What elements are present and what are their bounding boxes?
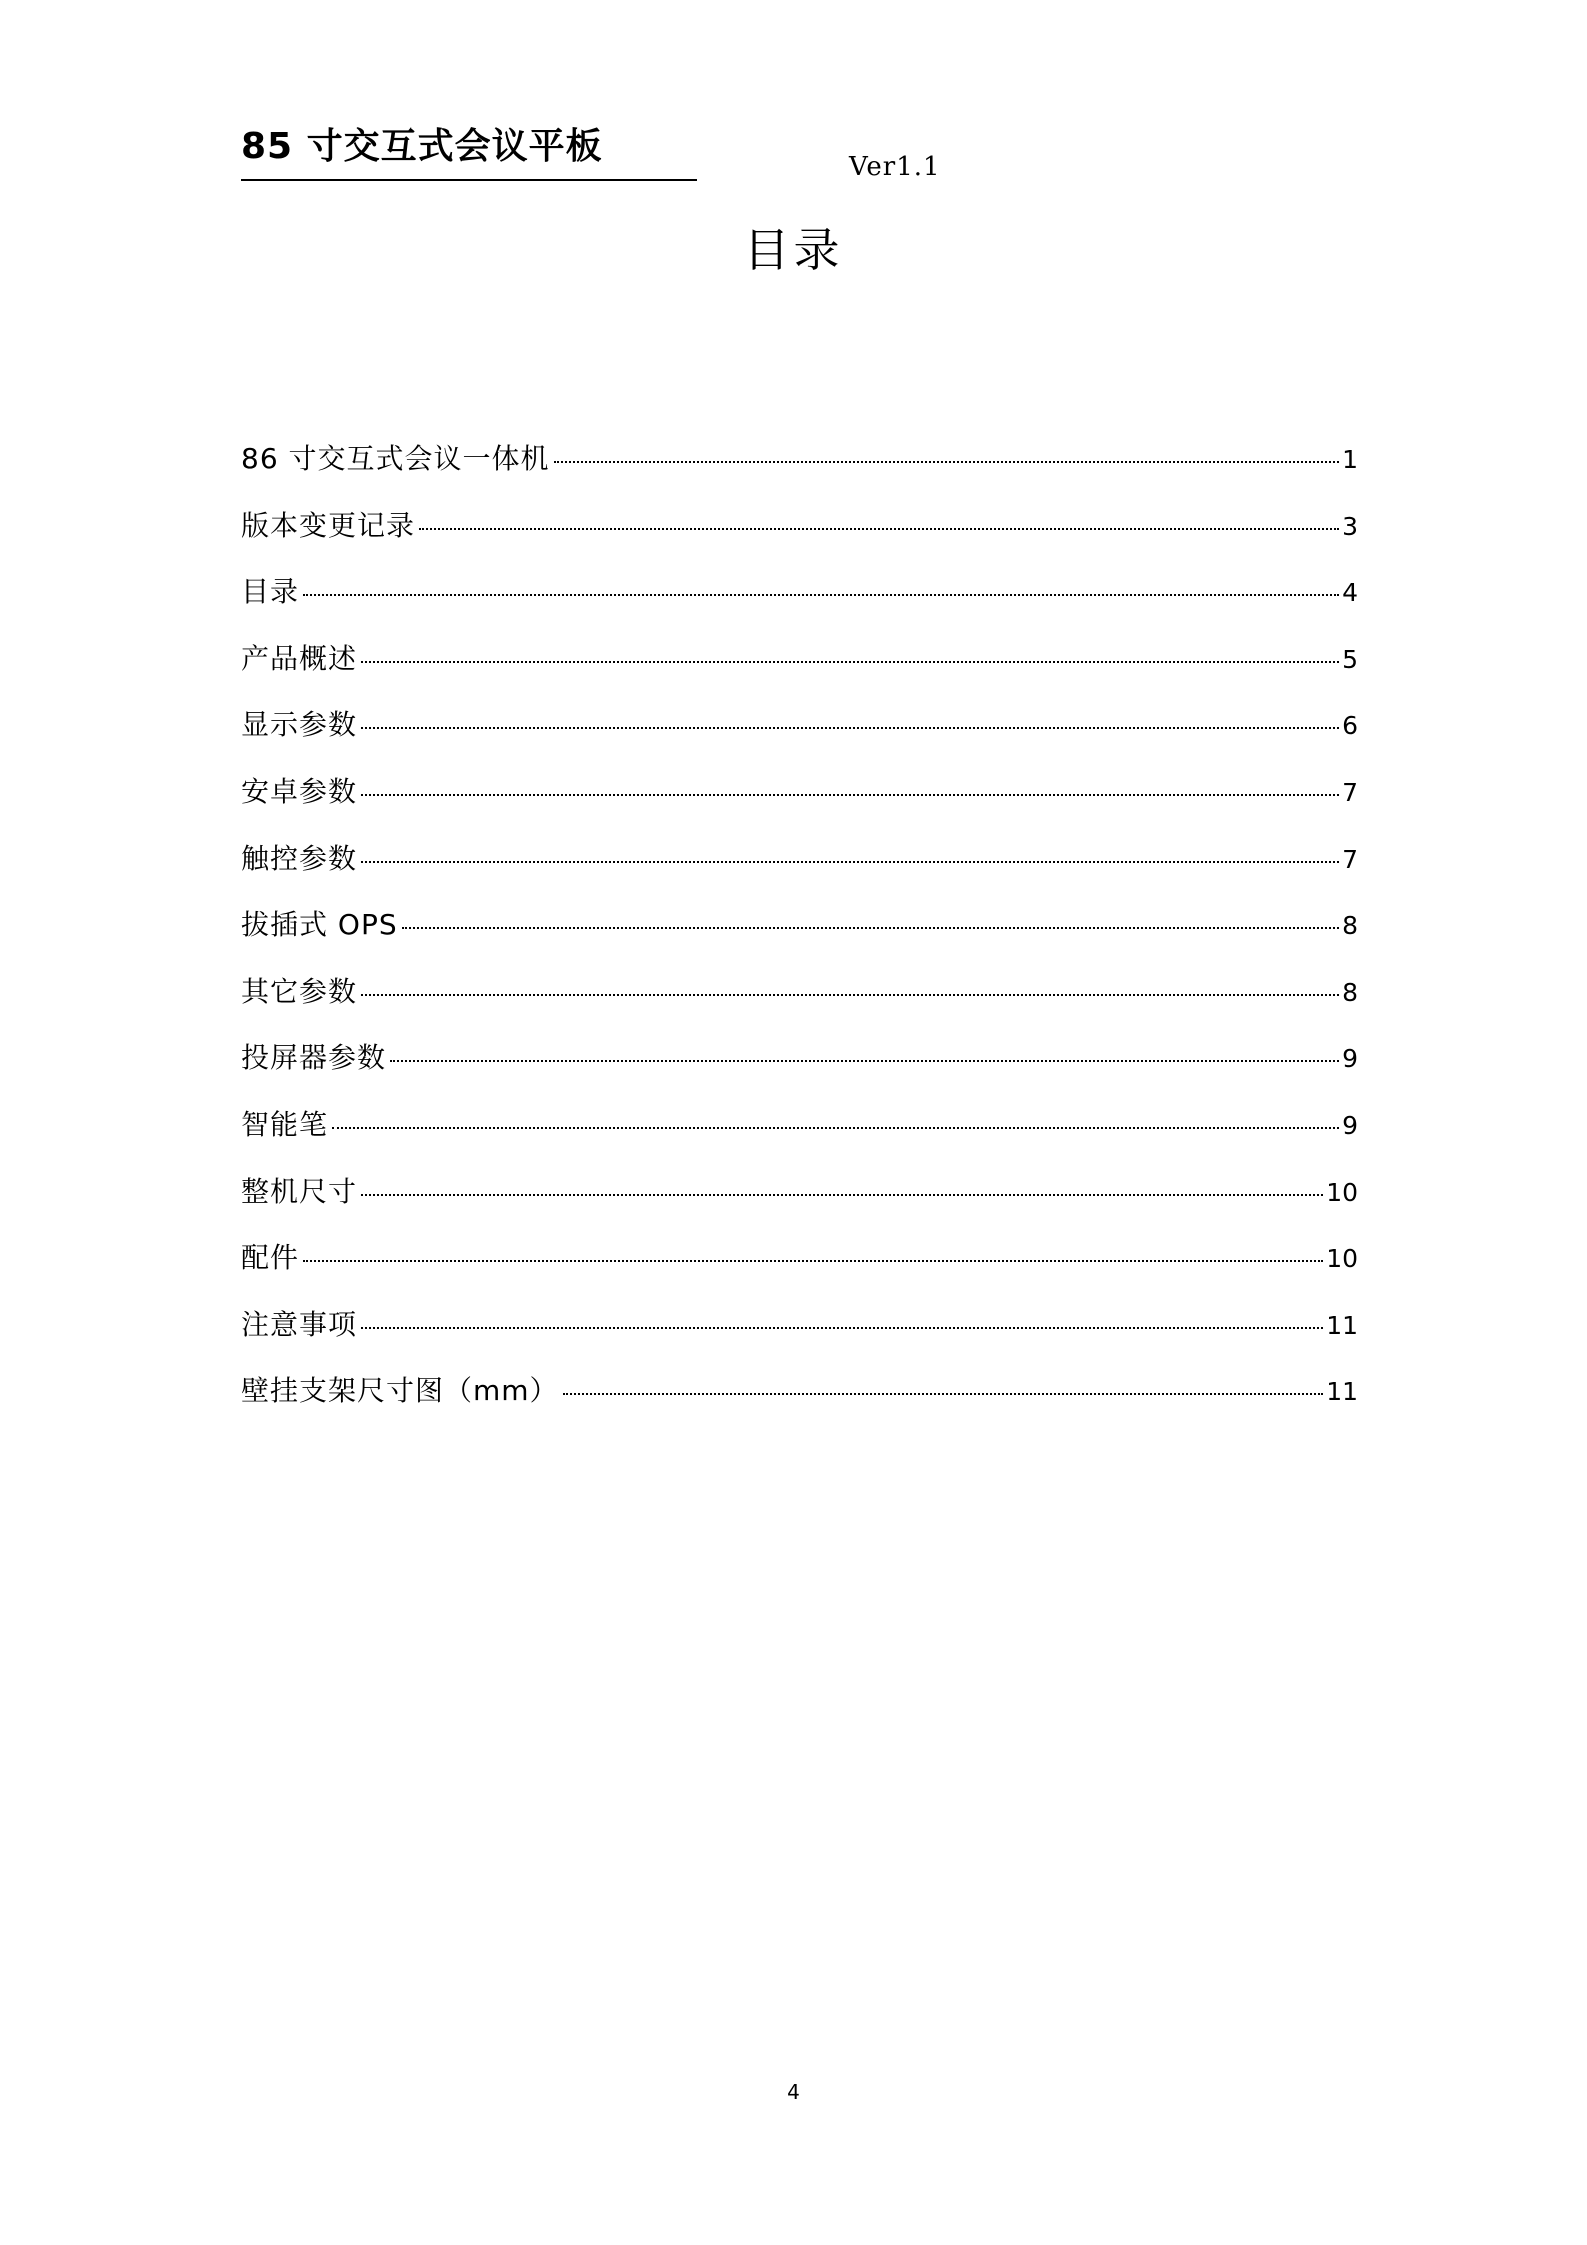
toc-entry[interactable] — [241, 503, 1358, 570]
toc-entry-label: 投屏器参数 — [241, 1041, 387, 1075]
toc-entry[interactable] — [241, 836, 1358, 903]
page-number: 4 — [787, 2080, 800, 2104]
toc-dot-leader — [563, 1393, 1324, 1395]
toc-entry[interactable] — [241, 969, 1358, 1036]
toc-entry[interactable] — [241, 636, 1358, 703]
toc-dot-leader — [361, 994, 1339, 996]
toc-entry[interactable] — [241, 702, 1358, 769]
toc-dot-leader — [361, 794, 1339, 796]
toc-dot-leader — [390, 1060, 1339, 1062]
toc-entry-label: 安卓参数 — [241, 774, 358, 808]
toc-dot-leader — [361, 1327, 1323, 1329]
toc-dot-leader — [361, 1194, 1323, 1196]
toc-entry[interactable] — [241, 902, 1358, 969]
toc-entry-page: 4 — [1342, 578, 1358, 608]
toc-entry-page: 8 — [1342, 911, 1358, 941]
toc-dot-leader — [361, 661, 1339, 663]
toc-entry-label: 版本变更记录 — [241, 508, 416, 542]
toc-entry[interactable] — [241, 1169, 1358, 1236]
toc-entry-page: 9 — [1342, 1044, 1358, 1074]
toc-entry-page: 8 — [1342, 977, 1358, 1007]
document-version: Ver1.1 — [849, 152, 941, 182]
header-rule — [241, 179, 697, 181]
toc-entry-label: 整机尺寸 — [241, 1174, 358, 1208]
toc-entry-label: 注意事项 — [241, 1307, 358, 1341]
toc-entry[interactable] — [241, 1102, 1358, 1169]
toc-entry-label: 触控参数 — [241, 841, 358, 875]
toc-entry-page: 5 — [1342, 644, 1358, 674]
toc-entry-label: 其它参数 — [241, 974, 358, 1008]
toc-entry-page: 1 — [1342, 445, 1358, 474]
toc-entry-page: 10 — [1326, 1177, 1358, 1207]
toc-entry-page: 11 — [1326, 1310, 1358, 1340]
toc-entry-label: 显示参数 — [241, 708, 358, 742]
toc-entry-page: 7 — [1342, 844, 1358, 874]
toc-entry[interactable] — [241, 1235, 1358, 1302]
toc-dot-leader — [303, 594, 1339, 596]
toc-list — [241, 436, 1358, 1435]
toc-entry-label: 产品概述 — [241, 641, 358, 675]
toc-dot-leader — [419, 528, 1339, 530]
toc-entry[interactable] — [241, 436, 1358, 503]
toc-entry-label: 配件 — [241, 1241, 300, 1275]
toc-entry[interactable] — [241, 1368, 1358, 1435]
toc-entry[interactable] — [241, 569, 1358, 636]
toc-entry-page: 9 — [1342, 1110, 1358, 1140]
toc-entry-page: 7 — [1342, 777, 1358, 807]
toc-entry-label: 目录 — [241, 575, 300, 609]
toc-dot-leader — [554, 461, 1340, 463]
toc-entry-page: 3 — [1342, 511, 1358, 541]
toc-dot-leader — [332, 1127, 1339, 1129]
toc-dot-leader — [361, 727, 1339, 729]
toc-entry-page: 6 — [1342, 711, 1358, 741]
toc-entry-page: 10 — [1326, 1244, 1358, 1274]
toc-entry[interactable] — [241, 1035, 1358, 1102]
toc-entry-label: 拔插式 OPS — [241, 908, 398, 942]
document-title: 85 寸交互式会议平板 — [241, 126, 603, 167]
toc-entry-page: 11 — [1326, 1377, 1358, 1407]
toc-entry-label: 86 寸交互式会议一体机 — [241, 442, 550, 475]
toc-entry-label: 壁挂支架尺寸图（mm） — [241, 1374, 559, 1408]
toc-dot-leader — [361, 861, 1339, 863]
toc-dot-leader — [303, 1260, 1323, 1262]
toc-heading: 目录 — [743, 223, 844, 277]
toc-entry[interactable] — [241, 769, 1358, 836]
toc-dot-leader — [402, 927, 1339, 929]
toc-entry[interactable] — [241, 1302, 1358, 1369]
toc-entry-label: 智能笔 — [241, 1107, 329, 1141]
